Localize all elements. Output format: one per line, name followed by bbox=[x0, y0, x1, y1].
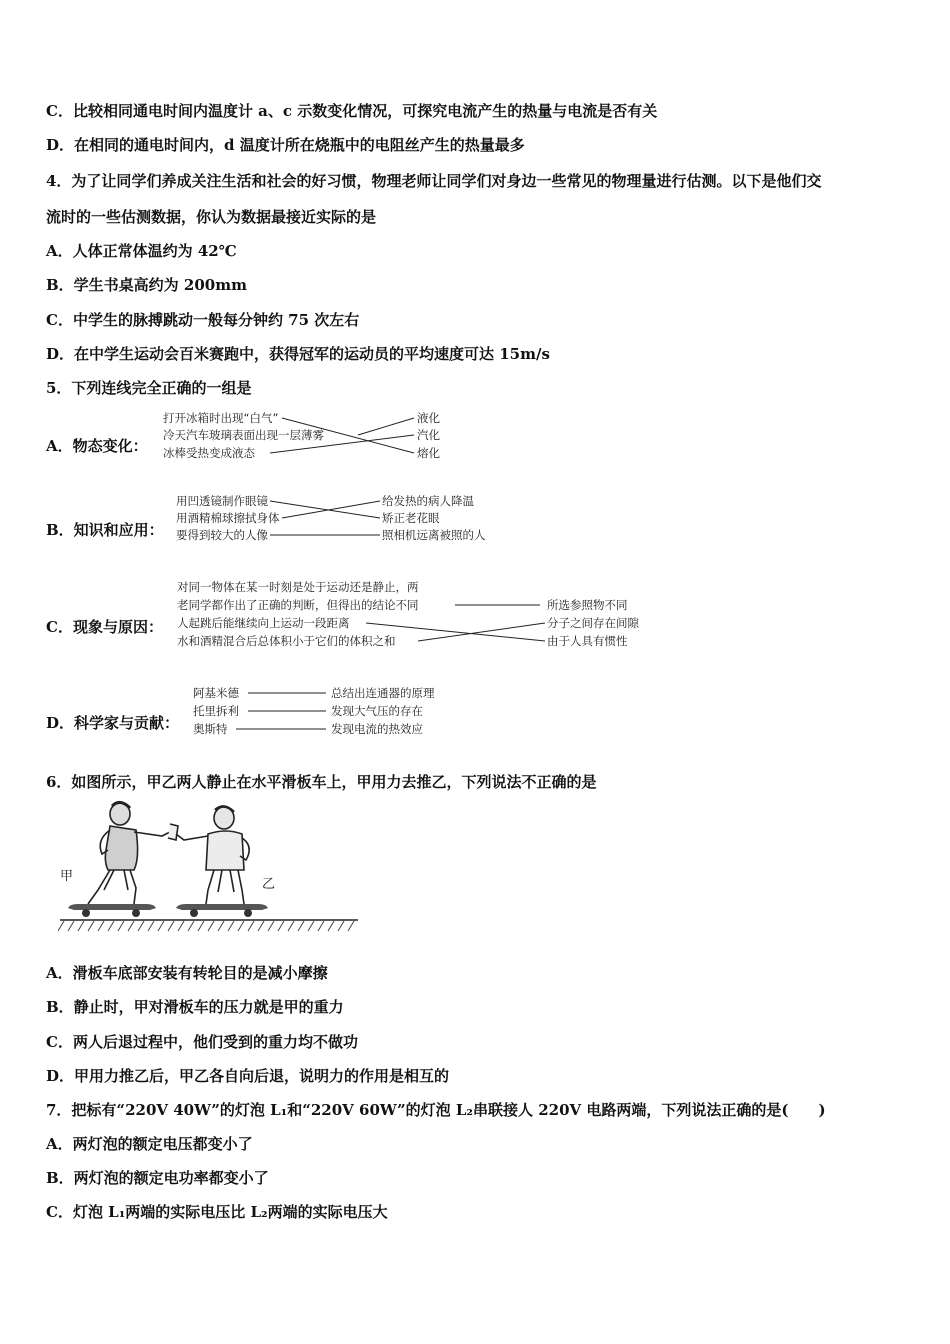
skateboard-push-figure bbox=[58, 800, 368, 935]
q5b-left-item: 要得到较大的人像 bbox=[176, 528, 268, 542]
q6-stem: 6．如图所示，甲乙两人静止在水平滑板车上，甲用力去推乙，下列说法不正确的是 bbox=[46, 773, 597, 791]
q5a-right-item: 液化 bbox=[417, 411, 440, 425]
q5d-left-item: 托里拆利 bbox=[193, 704, 239, 718]
q5c-left-item: 人起跳后能继续向上运动一段距离 bbox=[177, 616, 350, 630]
q5d-left-item: 阿基米德 bbox=[193, 686, 239, 700]
q6-option-c: C．两人后退过程中，他们受到的重力均不做功 bbox=[46, 1033, 358, 1051]
q5c-left-item: 水和酒精混合后总体积小于它们的体积之和 bbox=[177, 634, 396, 648]
person-yi bbox=[176, 806, 249, 904]
q7-option-b: B．两灯泡的额定电功率都变小了 bbox=[46, 1169, 269, 1187]
q5-option-c-label: C．现象与原因： bbox=[46, 618, 163, 636]
q5-option-b-label: B．知识和应用： bbox=[46, 521, 164, 539]
q7-option-c: C．灯泡 L₁两端的实际电压比 L₂两端的实际电压大 bbox=[46, 1203, 388, 1221]
q5b-right-item: 照相机远离被照的人 bbox=[382, 528, 486, 542]
q7-stem: 7．把标有“220V 40W”的灯泡 L₁和“220V 60W”的灯泡 L₂串联接人 220V 电路两端，下列说法正确的是( ) bbox=[46, 1101, 826, 1119]
q6-option-b: B．静止时，甲对滑板车的压力就是甲的重力 bbox=[46, 998, 344, 1016]
left-skateboard bbox=[68, 904, 156, 917]
q7-option-a: A．两灯泡的额定电压都变小了 bbox=[46, 1135, 253, 1153]
q5-option-a-label: A．物态变化： bbox=[46, 437, 148, 455]
q4-option-a: A．人体正常体温约为 42℃ bbox=[46, 242, 237, 260]
q5d-right-item: 总结出连通器的原理 bbox=[331, 686, 435, 700]
q5b-right-item: 给发热的病人降温 bbox=[382, 494, 474, 508]
q5c-right-item: 由于人具有惯性 bbox=[547, 634, 628, 648]
q5d-right-item: 发现电流的热效应 bbox=[331, 722, 423, 736]
q5b-left-item: 用酒精棉球擦拭身体 bbox=[176, 511, 280, 525]
q5d-right-item: 发现大气压的存在 bbox=[331, 704, 423, 718]
q5b-right-item: 矫正老花眼 bbox=[382, 511, 440, 525]
person-jia bbox=[88, 802, 178, 904]
q5a-right-item: 汽化 bbox=[417, 428, 440, 442]
q4-option-b: B．学生书桌高约为 200mm bbox=[46, 276, 247, 294]
q5a-left-item: 打开冰箱时出现“白气” bbox=[163, 411, 279, 425]
ground-hatching bbox=[58, 921, 354, 931]
q4-stem-line2: 流时的一些估测数据，你认为数据最接近实际的是 bbox=[46, 208, 377, 226]
q3-option-d: D．在相同的通电时间内，d 温度计所在烧瓶中的电阻丝产生的热量最多 bbox=[46, 136, 525, 154]
q5b-left-item: 用凹透镜制作眼镜 bbox=[176, 494, 268, 508]
q5-option-d-label: D．科学家与贡献： bbox=[46, 714, 180, 732]
q5a-left-item: 冰棒受热变成液态 bbox=[163, 446, 255, 460]
q5-stem: 5．下列连线完全正确的一组是 bbox=[46, 379, 252, 397]
figure-label-jia: 甲 bbox=[60, 869, 74, 884]
q5d-left-item: 奥斯特 bbox=[193, 722, 228, 736]
q4-option-d: D．在中学生运动会百米赛跑中，获得冠军的运动员的平均速度可达 15m/s bbox=[46, 345, 550, 363]
q3-option-c: C．比较相同通电时间内温度计 a、c 示数变化情况，可探究电流产生的热量与电流是否有关 bbox=[46, 102, 658, 120]
q5a-left-item: 冷天汽车玻璃表面出现一层薄雾 bbox=[163, 428, 324, 442]
q5c-right-item: 所选参照物不同 bbox=[547, 598, 628, 612]
q5c-left-item: 老同学都作出了正确的判断，但得出的结论不同 bbox=[177, 598, 419, 612]
q6-option-a: A．滑板车底部安装有转轮目的是减小摩擦 bbox=[46, 964, 328, 982]
q5c-left-item: 对同一物体在某一时刻是处于运动还是静止，两 bbox=[177, 580, 419, 594]
figure-label-yi: 乙 bbox=[262, 877, 276, 892]
q4-stem-line1: 4．为了让同学们养成关注生活和社会的好习惯，物理老师让同学们对身边一些常见的物理量进行估测。以下是他们交 bbox=[46, 172, 822, 190]
q6-option-d: D．甲用力推乙后，甲乙各自向后退，说明力的作用是相互的 bbox=[46, 1067, 450, 1085]
q5a-right-item: 熔化 bbox=[417, 446, 440, 460]
q5c-right-item: 分子之间存在间隙 bbox=[547, 616, 639, 630]
right-skateboard bbox=[176, 904, 268, 917]
q4-option-c: C．中学生的脉搏跳动一般每分钟约 75 次左右 bbox=[46, 311, 360, 329]
